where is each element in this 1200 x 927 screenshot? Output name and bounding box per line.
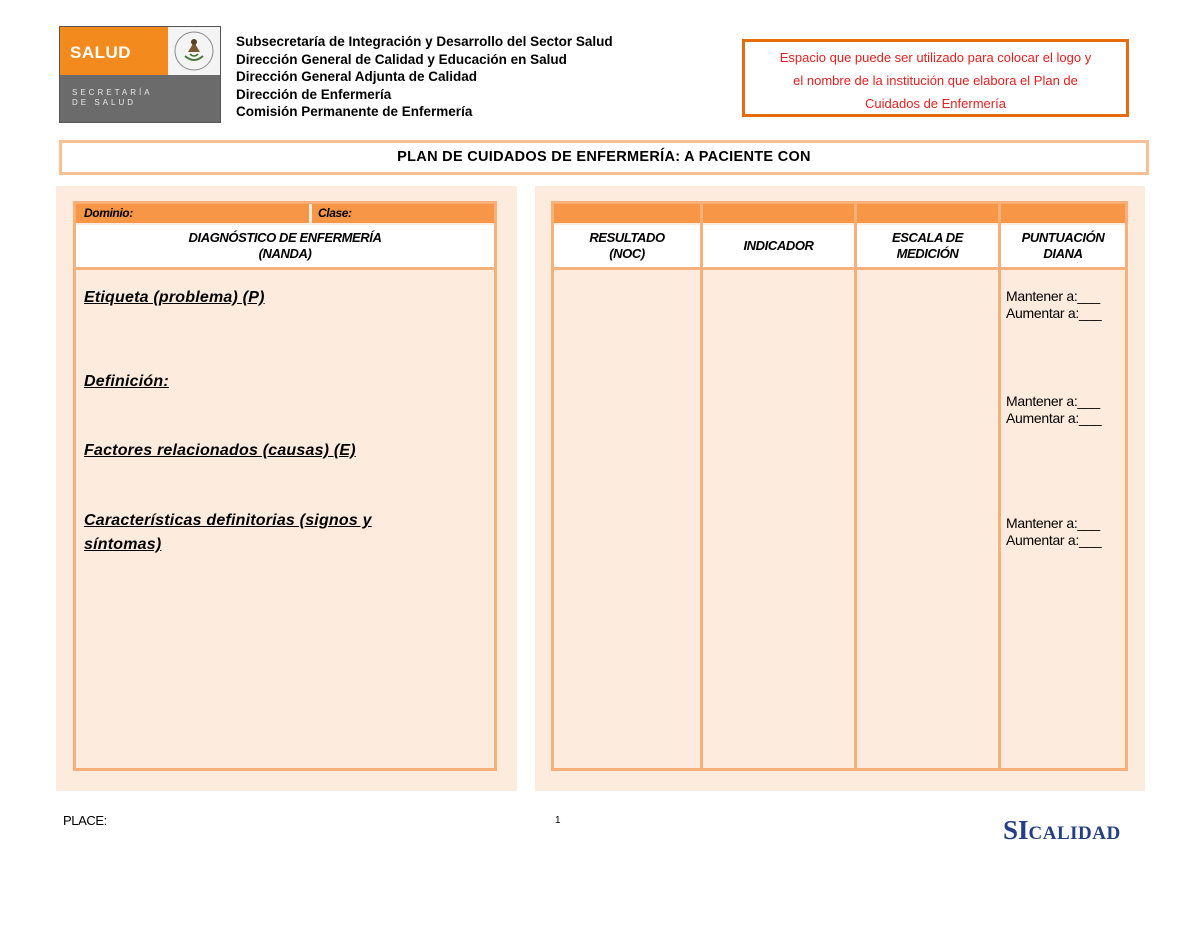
score-block	[1006, 393, 1101, 427]
column-header-escala	[857, 225, 998, 267]
logo-subtitle-line2: DE SALUD	[72, 98, 137, 107]
column-divider	[998, 204, 1001, 768]
header-line: Dirección General de Calidad y Educación en Salud	[236, 51, 567, 67]
aumentar-field: Aumentar a:___	[1006, 305, 1102, 321]
mantener-field: Mantener a:___	[1006, 515, 1100, 531]
escala-line2: MEDICIÓN	[896, 246, 959, 261]
nanda-header-line1: DIAGNÓSTICO DE ENFERMERÍA	[188, 230, 382, 245]
salud-logo	[59, 26, 221, 123]
nanda-header-line2: (NANDA)	[258, 246, 312, 261]
header-divider	[554, 267, 1125, 270]
score-block	[1006, 515, 1101, 549]
institution-box-line1: Espacio que puede ser utilizado para colocar el logo y	[779, 50, 1092, 65]
column-header-indicador: INDICADOR	[703, 225, 854, 267]
factores-label: Factores relacionados (causas) (E)	[84, 442, 356, 459]
clase-label: Clase:	[318, 206, 352, 220]
header-divider	[76, 267, 494, 270]
caracteristicas-line2: síntomas)	[84, 536, 162, 553]
escala-line1: ESCALA DE	[891, 230, 964, 245]
header-band	[857, 204, 998, 223]
header-band	[703, 204, 854, 223]
resultado-line1: RESULTADO	[589, 230, 665, 245]
etiqueta-label: Etiqueta (problema) (P)	[84, 289, 265, 306]
header-band	[1001, 204, 1125, 223]
column-header-resultado	[554, 225, 700, 267]
sicalidad-logo	[1003, 815, 1121, 846]
noc-results-table	[551, 201, 1128, 771]
institution-box-line3: Cuidados de Enfermería	[865, 96, 1006, 111]
definicion-label: Definición:	[84, 373, 169, 390]
nanda-diagnosis-table	[73, 201, 497, 771]
institution-logo-placeholder	[742, 39, 1129, 117]
nanda-header	[76, 225, 494, 267]
aumentar-field: Aumentar a:___	[1006, 532, 1102, 548]
mexico-coat-of-arms-icon	[168, 27, 220, 75]
header-line: Subsecretaría de Integración y Desarrollo del Sector Salud	[236, 34, 613, 49]
score-block	[1006, 288, 1101, 322]
dominio-clase-separator	[309, 204, 312, 223]
column-divider	[854, 204, 857, 768]
resultado-line2: (NOC)	[609, 246, 645, 261]
column-header-puntuacion	[1001, 225, 1125, 267]
header-band	[554, 204, 700, 223]
caracteristicas-label	[84, 509, 372, 557]
puntuacion-line2: DIANA	[1043, 246, 1083, 261]
header-line: Dirección General Adjunta de Calidad	[236, 69, 478, 84]
page-number: 1	[555, 815, 561, 826]
header-line: Dirección de Enfermería	[236, 86, 392, 102]
mantener-field: Mantener a:___	[1006, 393, 1100, 409]
header-line: Comisión Permanente de Enfermería	[236, 104, 473, 119]
puntuacion-line1: PUNTUACIÓN	[1021, 230, 1105, 245]
dominio-label: Dominio:	[84, 206, 133, 220]
logo-subtitle	[60, 75, 220, 122]
footer-place-label: PLACE:	[63, 813, 107, 828]
mantener-field: Mantener a:___	[1006, 288, 1100, 304]
sicalidad-logo-si: SI	[1003, 815, 1029, 845]
page-title: PLAN DE CUIDADOS DE ENFERMERÍA: A PACIENTE CON	[59, 140, 1149, 175]
caracteristicas-line1: Características definitorias (signos y	[84, 512, 372, 529]
aumentar-field: Aumentar a:___	[1006, 410, 1102, 426]
column-divider	[700, 204, 703, 768]
institution-box-line2: el nombre de la institución que elabora el Plan de	[793, 73, 1078, 88]
dominio-clase-row	[76, 204, 494, 223]
header-institution-lines	[236, 33, 613, 121]
sicalidad-logo-calidad: CALIDAD	[1028, 823, 1121, 844]
logo-subtitle-line1: SECRETARÍA	[72, 88, 153, 97]
logo-brand-text: SALUD	[60, 27, 168, 75]
